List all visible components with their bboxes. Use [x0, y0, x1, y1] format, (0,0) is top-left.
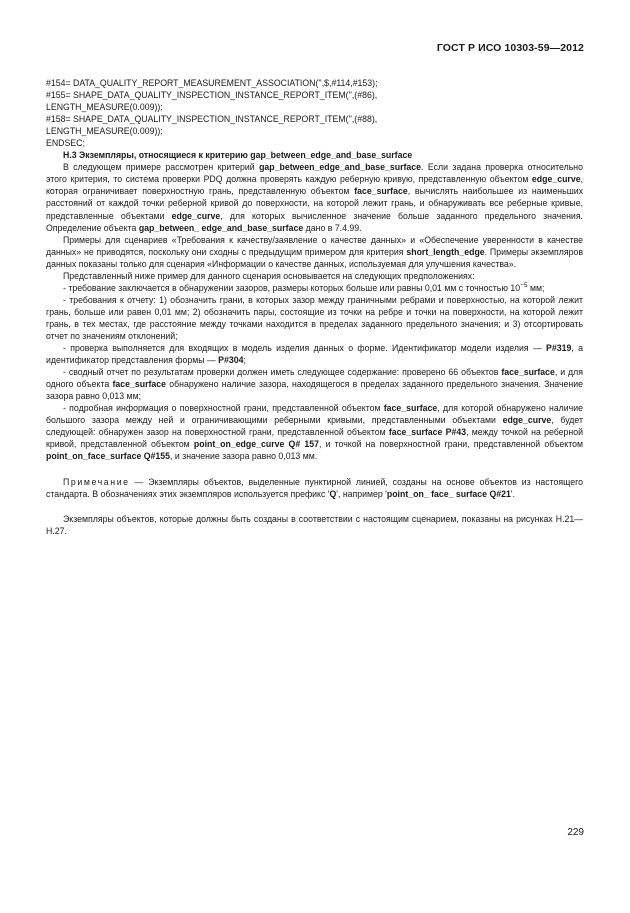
term: P#319	[546, 343, 572, 354]
paragraph-figures-reference: Экземпляры объектов, которые должны быть созданы в соответствии с настоящим сценарием, показаны на рисунках Н.21—Н.27.	[46, 513, 583, 536]
paragraph-assumptions-intro: Представленный ниже пример для данного сценария основывается на следующих предположениях:	[63, 270, 475, 281]
note-label: Примечание	[63, 476, 130, 487]
term: gap_between_edge_and_base_surface	[259, 162, 422, 173]
list-item-requirement: - требование заключается в обнаружении зазоров, размеры которых больше или равны 0,01 мм с точностью $10^{-5}$ мм;	[63, 281, 545, 293]
term: P#304	[218, 355, 244, 366]
note: Примечание — Экземпляры объектов, выделенные пунктирной линией, созданы на основе объектов из настоящего стандарта. В обозначениях этих экземпляров используется префикс 'Q', например 'point_on_ face_ surface Q#21'.	[46, 476, 583, 499]
term: Q	[329, 488, 337, 499]
section-heading-prefix: Н.3 Экземпляры, относящиеся к критерию	[63, 150, 251, 161]
paragraph-scenarios: Примеры для сценариев «Требования к качеству/заявление о качестве данных» и «Обеспечение уверенности в качестве данных» не приводятся, поскольку они сходны с предыдущим примером для критерия short_length_edge. Примеры экземпляров данных показаны только для сценария «Информации о качестве данных, используемая для улучшения качества».	[46, 234, 583, 269]
spacer	[46, 500, 583, 513]
section-heading-term: gap_between_edge_and_base_surface	[250, 150, 413, 161]
term: face_surface	[112, 379, 166, 390]
term: short_length_edge	[406, 246, 485, 257]
page-number: 229	[567, 827, 584, 838]
code-line: ENDSEC;	[46, 138, 85, 149]
document-header: ГОСТ Р ИСО 10303-59—2012	[436, 42, 584, 54]
term: point_on_face_surface Q#155	[46, 451, 171, 462]
list-item-detailed-report: - подробная информация о поверхностной грани, представленной объектом face_surface, для которой обнаружено наличие большого зазора между ней и ограничивающими реберными кривыми, представленными объектами edge_curve, будет следующей: обнаружен зазор на поверхностной грани, представленной объектом face_surface P#43, между точкой на реберной кривой, представленной объектом point_on_edge_curve Q# 157, и точкой на поверхностной грани, представленной объектом point_on_face_surface Q#155, и значение зазора равно 0,013 мм.	[46, 403, 584, 462]
paragraph-criterion-description: В следующем примере рассмотрен критерий gap_between_edge_and_base_surface. Если задана проверка относительно этого критерия, то система проверки PDQ должна проверять каждую реберную кривую, представленную объектом edge_curve, которая ограничивает поверхностную грань, представленную объектом face_surface, вычислять наибольшее из наименьших расстояний от каждой точки реберной кривой до поверхности, на которой лежит грань, и обнаруживать все реберные кривые, представленные объектами edge_curve, для которых вычисленное значение больше заданного предельного значения. Определение объекта gap_between_ edge_and_base_surface дано в 7.4.99.	[46, 162, 583, 233]
term: face_surface	[501, 367, 555, 378]
code-line: #154= DATA_QUALITY_REPORT_MEASUREMENT_ASSOCIATION('',$,#114,#153);	[46, 78, 378, 88]
list-item-summary-report: - сводный отчет по результатам проверки должен иметь следующее содержание: проверено 66 объектов face_surface, и для одного объекта face_surface обнаружено наличие зазора, находящегося в пределах заданного предельного значения. Значение зазора равно 0,013 мм;	[46, 367, 583, 402]
code-line: #158= SHAPE_DATA_QUALITY_INSPECTION_INSTANCE_REPORT_ITEM('',(#88),	[46, 114, 378, 125]
term: point_on_edge_curve Q# 157	[193, 439, 319, 450]
term: edge_curve	[171, 210, 221, 221]
code-line: LENGTH_MEASURE(0.009));	[46, 126, 163, 137]
list-item-report-requirements: - требования к отчету: 1) обозначить грани, в которых зазор между граничными ребрами и поверхностью, на которой лежит грань, больше или равен 0,01 мм; 2) обозначить пары, состоящие из точки на ребре и точки на поверхности, на которой лежит грань, в тех местах, где расстояние между точками находится в пределах заданного предельного значения; и 3) отсортировать отчет по значениям отклонений;	[46, 294, 583, 341]
term: face_surface	[354, 186, 408, 197]
term: point_on_ face_ surface Q#21	[386, 488, 511, 499]
term: edge_curve	[531, 174, 581, 185]
code-listing	[46, 77, 583, 149]
term: edge_curve	[502, 415, 552, 426]
code-line: #155= SHAPE_DATA_QUALITY_INSPECTION_INSTANCE_REPORT_ITEM('',(#86),	[46, 90, 378, 101]
term: gap_between_ edge_and_base_surface	[138, 222, 304, 233]
spacer	[46, 463, 583, 476]
code-line: LENGTH_MEASURE(0.009));	[46, 102, 163, 113]
term: face_surface P#43	[388, 427, 467, 438]
term: face_surface	[383, 403, 438, 414]
page-content	[46, 77, 583, 537]
list-item-check-scope: - проверка выполняется для входящих в модель изделия данных о форме. Идентификатор модели изделия — P#319, а идентификатор представления формы — P#304;	[46, 343, 583, 366]
exponent: −5	[520, 281, 528, 289]
section-heading	[46, 149, 583, 161]
